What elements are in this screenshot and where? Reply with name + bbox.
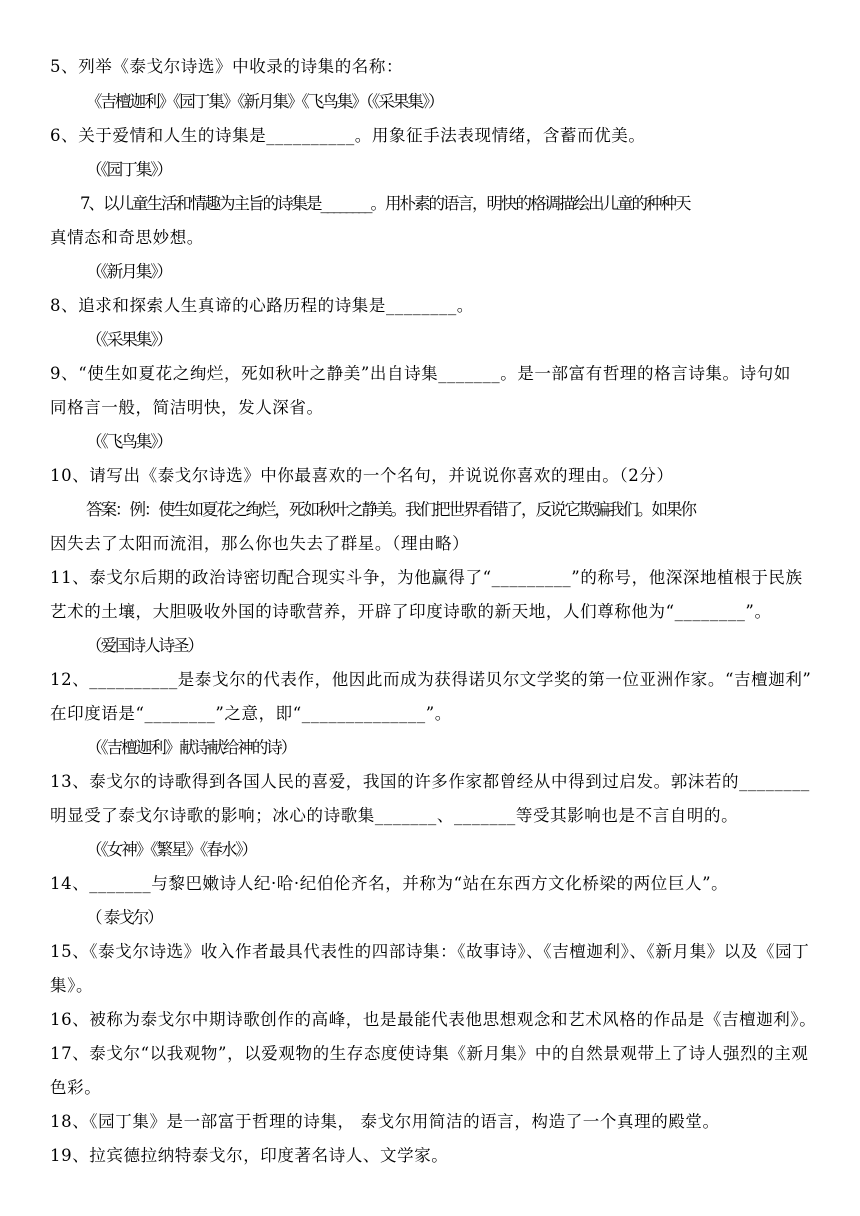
question-6-answer: （《园丁集》） — [86, 160, 171, 179]
question-10-answer: 答案：例：使生如夏花之绚烂，死如秋叶之静美。我们把世界看错了，反说它欺骗我们。如果你 — [86, 500, 695, 519]
question-5-prompt: 5、列举《泰戈尔诗选》中收录的诗集的名称： — [50, 57, 404, 76]
item-19: 19、拉宾德拉纳特泰戈尔，印度著名诗人、文学家。 — [50, 1146, 449, 1165]
question-13-answer: （《女神》《繁星》《春水》） — [86, 840, 256, 859]
question-14-prompt: 14、_______与黎巴嫩诗人纪·哈·纪伯伦齐名，并称为“站在东西方文化桥梁的两位巨人”。 — [50, 874, 729, 893]
question-9-prompt-cont: 同格言一般，简洁明快，发人深省。 — [50, 398, 324, 417]
question-8-prompt: 8、追求和探索人生真谛的心路历程的诗集是________。 — [50, 296, 474, 315]
question-14-answer: （ 泰戈尔） — [86, 908, 162, 927]
question-7-prompt-cont: 真情态和奇思妙想。 — [50, 228, 204, 247]
item-15-cont: 集》。 — [50, 976, 94, 995]
question-12-prompt: 12、__________是泰戈尔的代表作，他因此而成为获得诺贝尔文学奖的第一位亚洲作家。“吉檀迦利” — [50, 670, 812, 689]
question-12-prompt-cont: 在印度语是“________”之意，即“______________”。 — [50, 704, 452, 723]
question-11-prompt-cont: 艺术的土壤，大胆吸收外国的诗歌营养，开辟了印度诗歌的新天地，人们尊称他为“________”。 — [50, 602, 772, 621]
item-15: 15、《泰戈尔诗选》收入作者最具代表性的四部诗集：《故事诗》、《吉檀迦利》、《新月集》以及《园丁 — [50, 942, 810, 961]
item-18: 18、《园丁集》是一部富于哲理的诗集， 泰戈尔用简洁的语言，构造了一个真理的殿堂。 — [50, 1112, 720, 1131]
question-12-answer: （《吉檀迦利》献诗献给神的诗） — [86, 738, 296, 757]
question-7-prompt: 7、以儿童生活和情趣为主旨的诗集是________。用朴素的语言，明快的格调描绘出儿童的种种天 — [80, 194, 690, 213]
question-5-answer: 《吉檀迦利》《园丁集》《新月集》《飞鸟集》（《采果集》） — [86, 92, 443, 111]
question-8-answer: （《采果集》） — [86, 330, 171, 349]
question-9-answer: （《飞鸟集》） — [86, 432, 171, 451]
question-6-prompt: 6、关于爱情和人生的诗集是__________。用象征手法表现情绪，含蓄而优美。 — [50, 126, 646, 145]
question-7-answer: （《新月集》） — [86, 262, 171, 281]
question-13-prompt: 13、泰戈尔的诗歌得到各国人民的喜爱，我国的许多作家都曾经从中得到过启发。郭沫若的________ — [50, 772, 810, 791]
item-16: 16、被称为泰戈尔中期诗歌创作的高峰，也是最能代表他思想观念和艺术风格的作品是《吉檀迦利》。 — [50, 1010, 817, 1029]
question-10-answer-cont: 因失去了太阳而流泪，那么你也失去了群星。（理由略） — [50, 534, 470, 553]
item-17: 17、泰戈尔“以我观物”，以爱观物的生存态度使诗集《新月集》中的自然景观带上了诗人强烈的主观 — [50, 1044, 809, 1063]
question-9-prompt: 9、“使生如夏花之绚烂，死如秋叶之静美”出自诗集_______。是一部富有哲理的格言诗集。诗句如 — [50, 364, 791, 383]
item-17-cont: 色彩。 — [50, 1078, 102, 1097]
question-11-answer: （爱国诗人诗圣） — [86, 636, 202, 655]
question-10-prompt: 10、请写出《泰戈尔诗选》中你最喜欢的一个名句，并说说你喜欢的理由。（2分） — [50, 466, 674, 485]
question-13-prompt-cont: 明显受了泰戈尔诗歌的影响；冰心的诗歌集_______、_______等受其影响也是不言自明的。 — [50, 806, 739, 825]
question-11-prompt: 11、泰戈尔后期的政治诗密切配合现实斗争，为他赢得了“_________”的称号，他深深地植根于民族 — [50, 568, 803, 587]
